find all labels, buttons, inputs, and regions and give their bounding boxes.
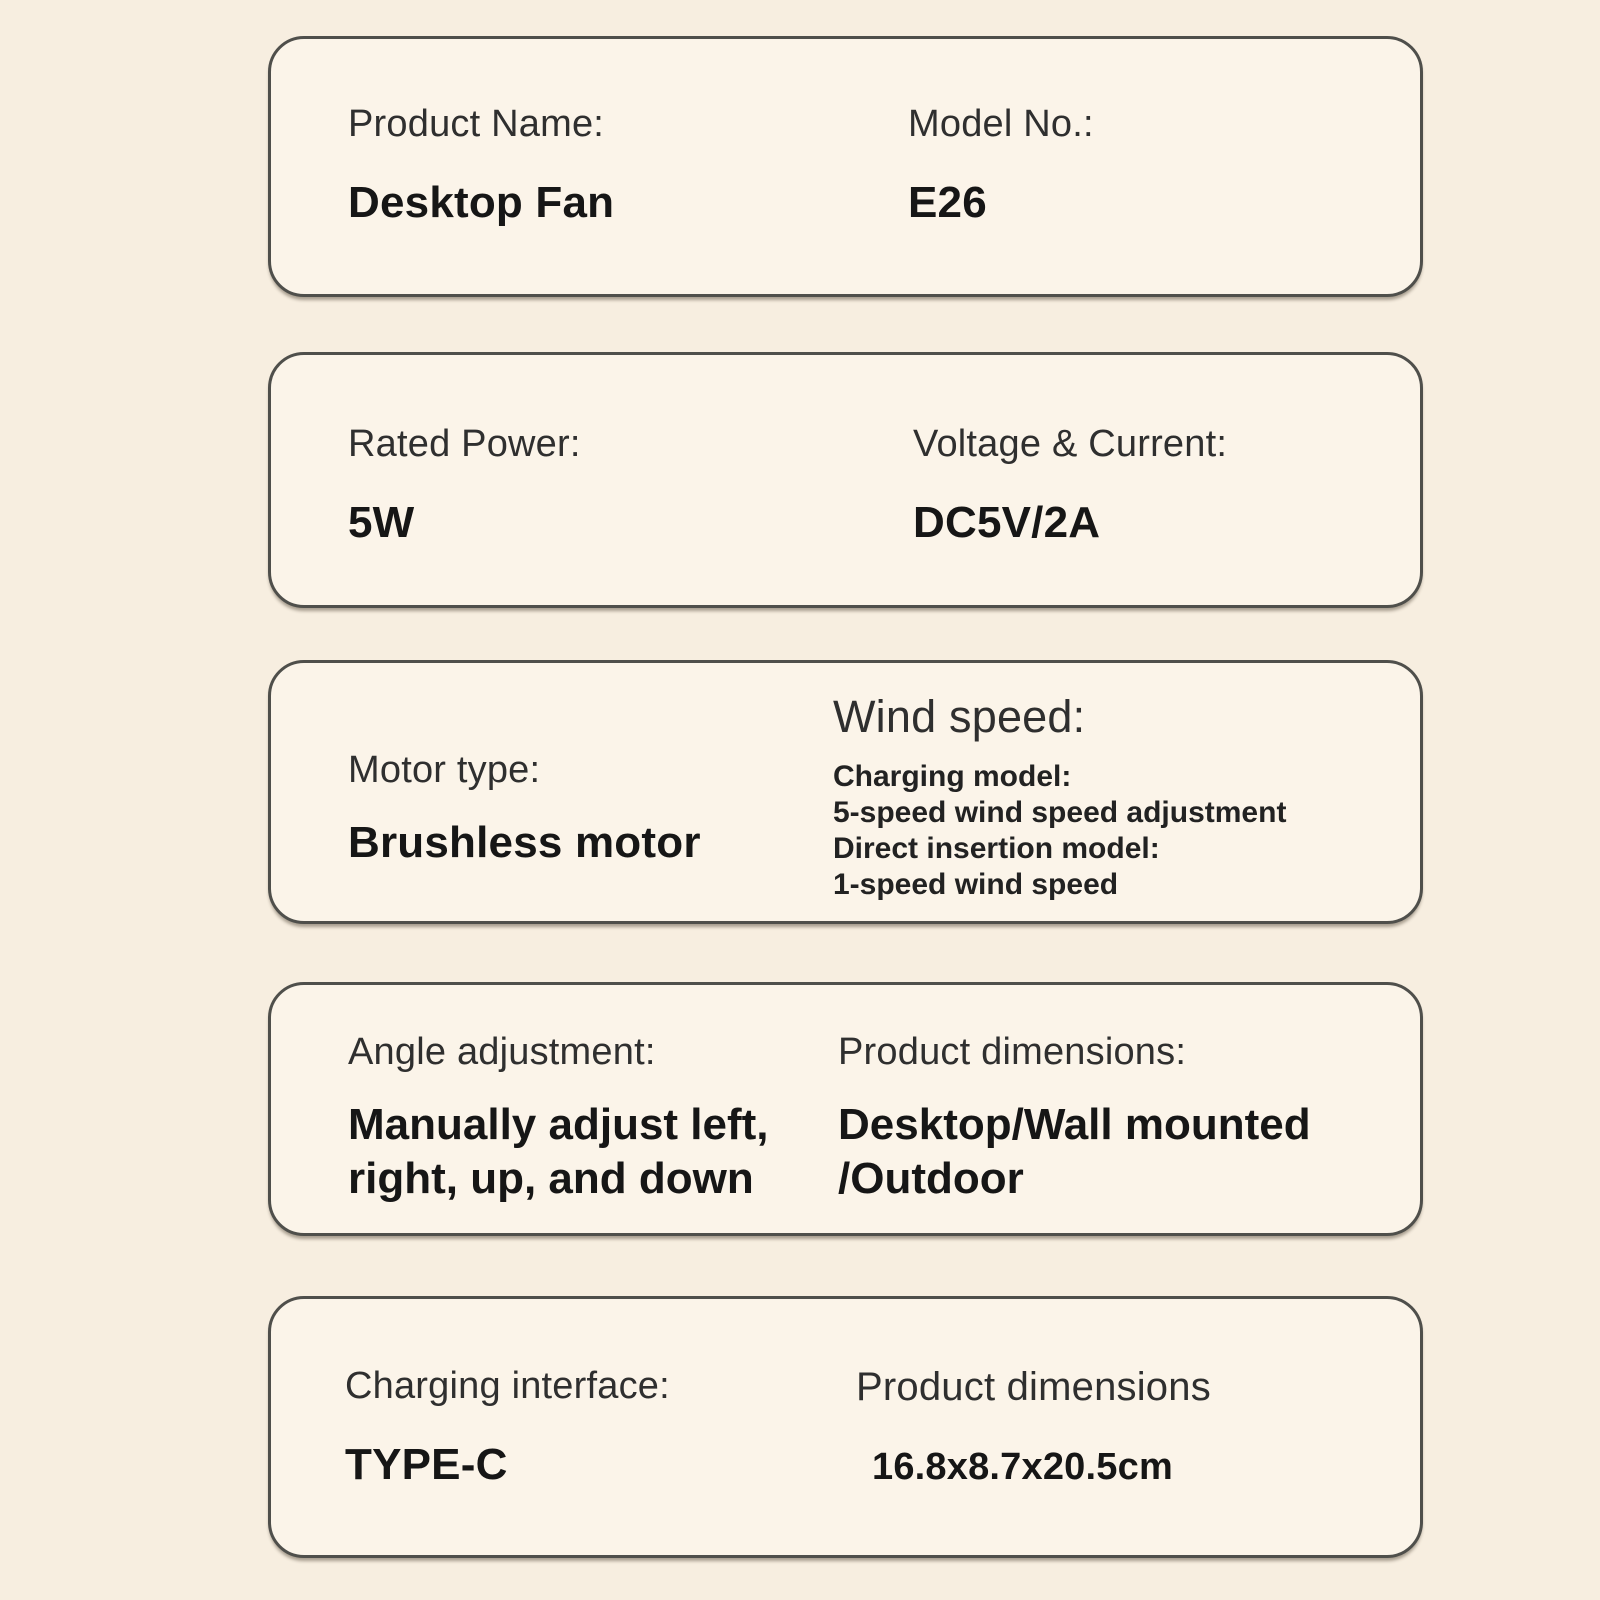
motor-type-label: Motor type: [348, 749, 541, 791]
model-no-value: E26 [908, 178, 987, 227]
wind-speed-label: Wind speed: [833, 691, 1086, 742]
wind-speed-detail-line: Charging model: [833, 760, 1072, 793]
spec-card-charging-size [268, 1296, 1423, 1558]
angle-adjustment-label: Angle adjustment: [348, 1031, 656, 1073]
rated-power-label: Rated Power: [348, 423, 581, 465]
wind-speed-detail-line: Direct insertion model: [833, 832, 1160, 865]
size-dimensions-value: 16.8x8.7x20.5cm [872, 1446, 1173, 1488]
motor-type-value: Brushless motor [348, 818, 701, 867]
size-dimensions-label: Product dimensions [856, 1365, 1211, 1409]
angle-adjustment-value: Manually adjust left, right, up, and down [348, 1100, 769, 1203]
mount-dimensions-label: Product dimensions: [838, 1031, 1187, 1073]
spec-card-motor-windspeed [268, 660, 1423, 924]
spec-card-power-voltage [268, 352, 1423, 608]
wind-speed-detail-line: 1-speed wind speed [833, 868, 1119, 901]
charging-interface-label: Charging interface: [345, 1365, 670, 1407]
rated-power-value: 5W [348, 498, 415, 547]
mount-dimensions-value: Desktop/Wall mounted /Outdoor [838, 1100, 1311, 1203]
voltage-current-value: DC5V/2A [913, 498, 1101, 547]
spec-card-product-name-model [268, 36, 1423, 297]
wind-speed-details [833, 759, 1286, 903]
voltage-current-label: Voltage & Current: [913, 423, 1228, 465]
wind-speed-detail-line: 5-speed wind speed adjustment [833, 796, 1287, 829]
product-name-value: Desktop Fan [348, 178, 615, 227]
model-no-label: Model No.: [908, 103, 1094, 145]
charging-interface-value: TYPE-C [345, 1440, 508, 1489]
product-name-label: Product Name: [348, 103, 605, 145]
spec-card-angle-dimensions [268, 982, 1423, 1236]
